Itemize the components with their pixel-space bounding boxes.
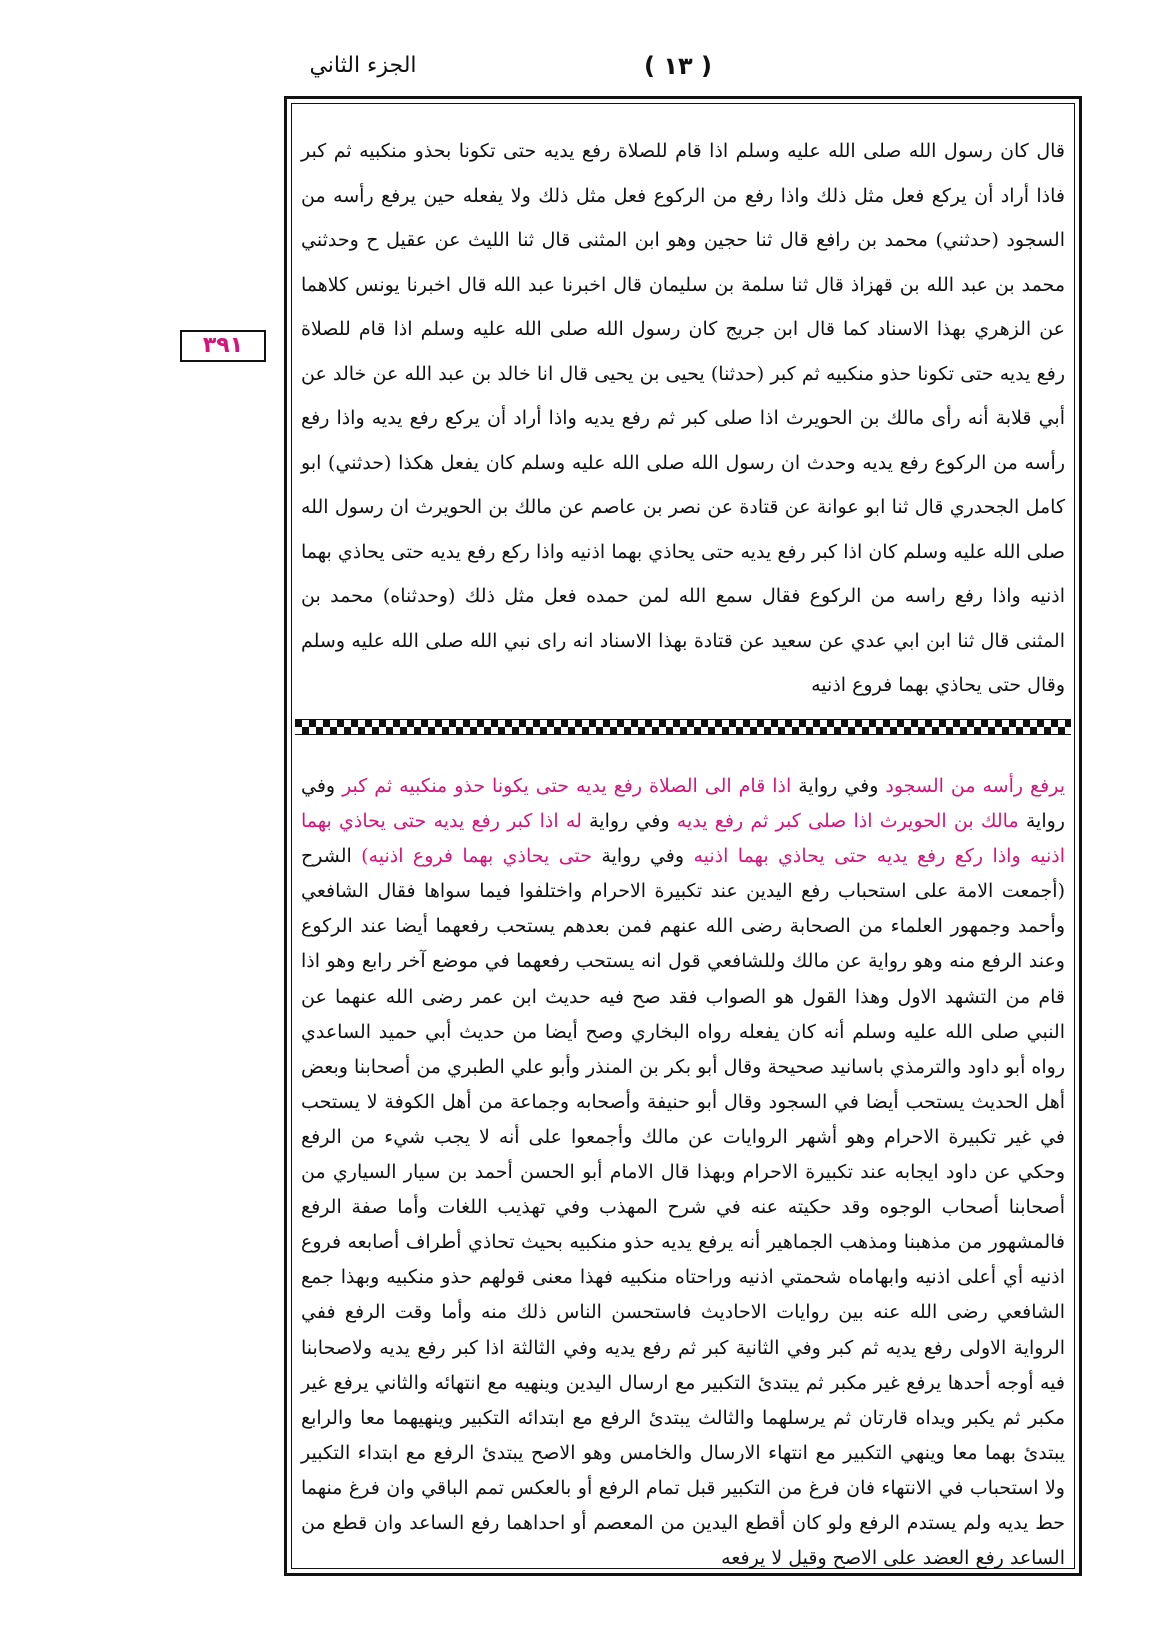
commentary-connector: وفي رواية bbox=[301, 775, 1065, 833]
page-number: ( ١٣ ) bbox=[644, 52, 712, 80]
hadith-text: قال كان رسول الله صلى الله عليه وسلم اذا قام للصلاة رفع يديه حتى تكونا بحذو منكبيه ثم كبر فاذا أراد أن يركع فعل مثل ذلك واذا رفع من الركوع فعل مثل ذلك ولا يفعله حين يرفع رأسه من السجود (حدثني) محمد بن رافع قال ثنا حجين وهو ابن المثنى قال ثنا الليث عن عقيل ح وحدثني محمد بن عبد الله بن قهزاذ قال ثنا سلمة بن سليمان قال اخبرنا عبد الله قال اخبرنا يونس كلاهما عن الزهري بهذا الاسناد كما قال ابن جريج كان رسول الله صلى الله عليه وسلم اذا قام للصلاة رفع يديه حتى تكونا حذو منكبيه ثم كبر (حدثنا) يحيى بن يحيى قال انا خالد بن عبد الله عن خالد عن أبي قلابة أنه رأى مالك بن الحويرث اذا صلى كبر ثم رفع يديه واذا أراد أن يركع رفع يديه واذا رفع رأسه من الركوع رفع يديه وحدث ان رسول الله صلى الله عليه وسلم كان يفعل هكذا (حدثني) ابو كامل الجحدري قال ثنا ابو عوانة عن قتادة عن نصر بن عاصم عن مالك بن الحويرث ان رسول الله صلى الله عليه وسلم كان اذا كبر رفع يديه حتى يحاذي بهما اذنيه واذا ركع رفع يديه حتى يحاذي بهما اذنيه واذا رفع راسه من الركوع فقال سمع الله لمن حمده فعل مثل ذلك (وحدثناه) محمد بن المثنى قال ثنا ابن ابي عدي عن سعيد عن قتادة بهذا الاسناد انه راى نبي الله صلى الله عليه وسلم وقال حتى يحاذي بهما فروع اذنيه bbox=[301, 140, 1066, 696]
quoted-phrase: اذا قام الى الصلاة رفع يديه حتى يكونا حذو منكبيه ثم كبر bbox=[342, 775, 792, 797]
commentary-connector: وفي رواية bbox=[592, 845, 694, 868]
quoted-phrase: حتى يحاذي بهما فروع اذنيه) bbox=[361, 845, 593, 868]
quoted-phrase: له اذا كبر رفع يديه حتى يحاذي بهما اذنيه واذا ركع رفع يديه حتى يحاذي بهما اذنيه bbox=[301, 810, 1065, 868]
quoted-phrase: مالك بن الحويرث اذا صلى كبر ثم رفع يديه bbox=[676, 810, 1019, 833]
commentary-text bbox=[301, 769, 1065, 1570]
margin-hadith-number: ٣٩١ bbox=[180, 330, 266, 362]
text-frame bbox=[284, 96, 1082, 1576]
commentary-connector: وفي رواية bbox=[581, 810, 677, 833]
quoted-phrase: يرفع رأسه من السجود bbox=[885, 775, 1065, 797]
part-title: الجزء الثاني bbox=[309, 53, 417, 78]
commentary-body: الشرح (أجمعت الامة على استحباب رفع اليدين عند تكبيرة الاحرام واختلفوا فيما سواها فقال الشافعي وأحمد وجمهور العلماء من الصحابة رضى الله عنهم فمن بعدهم يستحب رفعهما أيضا عند الركوع وعند الرفع منه وهو رواية عن مالك وللشافعي قول انه يستحب رفعهما في موضع آخر رابع وهو اذا قام من التشهد الاول وهذا القول هو الصواب فقد صح فيه حديث ابن عمر رضى الله عنهما عن النبي صلى الله عليه وسلم أنه كان يفعله رواه البخاري وصح أيضا من حديث أبي حميد الساعدي رواه أبو داود والترمذي باسانيد صحيحة وقال أبو بكر بن المنذر وأبو علي الطبري من أصحابنا وبعض أهل الحديث يستحب أيضا في السجود وقال أبو حنيفة وأصحابه وجماعة من أهل الكوفة لا يستحب في غير تكبيرة الاحرام وهو أشهر الروايات عن مالك وأجمعوا على أنه لا يجب شيء من الرفع وحكي عن داود ايجابه عند تكبيرة الاحرام وبهذا قال الامام أبو الحسن أحمد بن سيار السياري من أصحابنا أصحاب الوجوه وقد حكيته عنه في شرح المهذب وفي تهذيب اللغات وأما صفة الرفع فالمشهور من مذهبنا ومذهب الجماهير أنه يرفع يديه حذو منكبيه بحيث تحاذي أطراف أصابعه فروع اذنيه أي أعلى اذنيه وابهاماه شحمتي اذنيه وراحتاه منكبيه فهذا معنى قولهم حذو منكبيه وبهذا جمع الشافعي رضى الله عنه بين روايات الاحاديث فاستحسن الناس ذلك منه وأما وقت الرفع ففي الرواية الاولى رفع يديه ثم كبر وفي الثانية كبر ثم رفع يديه وفي الثالثة اذا كبر رفع يديه ولاصحابنا فيه أوجه أحدها يرفع غير مكبر ثم يبتدئ التكبير مع ارسال اليدين وينهيه مع انتهائه والثاني يرفع غير مكبر ثم يكبر ويداه قارتان ثم يرسلهما والثالث يبتدئ الرفع مع ابتدائه التكبير وينهيهما معا والرابع يبتدئ بهما معا وينهي التكبير مع انتهاء الارسال والخامس وهو الاصح يبتدئ الرفع مع ابتداء التكبير ولا استحباب في الانتهاء فان فرغ من التكبير قبل تمام الرفع أو بالعكس تمم الباقي وان فرغ منهما حط يديه ولم يستدم الرفع ولو كان أقطع اليدين من المعصم أو احداهما رفع الساعد وان قطع من الساعد رفع العضد على الاصح وقيل لا يرفعه bbox=[301, 845, 1065, 1570]
commentary-connector: وفي رواية bbox=[791, 775, 886, 797]
checkered-divider bbox=[295, 719, 1071, 735]
